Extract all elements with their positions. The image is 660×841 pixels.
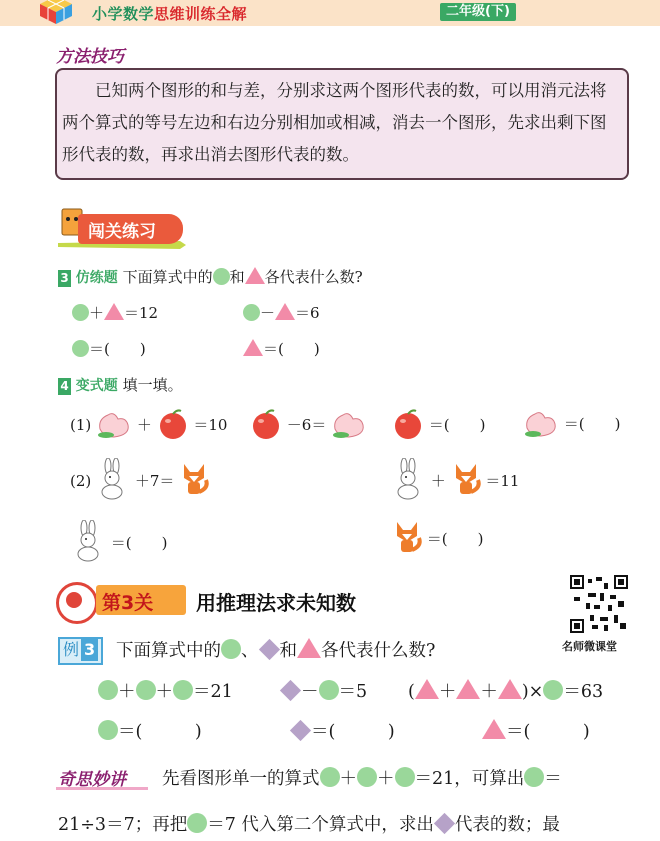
section-title: 用推理法求未知数 [196, 591, 356, 615]
triangle-shape [498, 679, 522, 699]
answer-blank[interactable]: ＝( ) [89, 340, 146, 358]
target-center [66, 592, 82, 608]
fox-icon [392, 520, 422, 556]
peach-icon [331, 409, 367, 439]
answer-blank[interactable]: ＝( ) [428, 416, 486, 434]
ex-prompt-sep: 、 [241, 641, 259, 661]
example-word: 例 [63, 640, 80, 659]
example-badge [58, 637, 103, 665]
section-label: 第3关 [102, 592, 154, 614]
explain-label: 奇思妙讲 [58, 770, 126, 790]
triangle-shape [243, 339, 263, 356]
plus-sign: ＋ [89, 304, 105, 322]
diamond-shape [290, 720, 311, 741]
q4-p2-eq2 [392, 458, 519, 500]
q3-eq1 [72, 302, 158, 323]
diamond-shape [258, 639, 279, 660]
example-eq1 [98, 678, 233, 703]
plus-sign: ＋ [339, 769, 357, 789]
q3-ans-triangle[interactable] [243, 338, 320, 359]
q4-p2-eq1 [70, 458, 209, 500]
answer-blank[interactable]: ＝( ) [110, 534, 168, 552]
q4-prompt-text: 填一填。 [122, 376, 183, 394]
circle-shape [213, 268, 230, 285]
ex-eq1-rhs: ＝21 [193, 682, 233, 702]
q4-tag: 变式题 [75, 378, 118, 394]
circle-shape [136, 680, 156, 700]
triangle-shape [482, 719, 506, 739]
series-title-a: 小学数学 [92, 5, 155, 23]
q4-p1-eq1-rhs: ＝10 [193, 416, 228, 434]
q3-tag: 仿练题 [75, 270, 118, 286]
minus-sign: － [301, 682, 319, 702]
ex-prompt-a: 下面算式中的 [116, 641, 221, 661]
circle-shape [395, 767, 415, 787]
left-paren: ( [408, 682, 415, 702]
ex-prompt-c: 各代表什么数? [321, 641, 436, 661]
q3-eq1-rhs: ＝12 [124, 304, 159, 322]
times-sign: )× [521, 682, 544, 702]
q3-eq2 [243, 302, 320, 323]
plus-seven: ＋7＝ [134, 472, 175, 490]
q3-prompt [58, 266, 363, 287]
triangle-shape [245, 267, 265, 284]
method-title: 方法技巧 [56, 47, 124, 67]
answer-blank[interactable]: ＝( ) [311, 722, 395, 742]
circle-shape [187, 813, 207, 833]
example-eq3 [408, 678, 603, 703]
triangle-shape [456, 679, 480, 699]
plus-sign: ＋ [430, 472, 446, 490]
minus-sign: － [260, 304, 276, 322]
q4-p1-ans-peach[interactable] [523, 408, 621, 438]
example-number: 3 [81, 639, 98, 661]
q3-prompt-b: 和 [229, 268, 245, 286]
triangle-shape [415, 679, 439, 699]
example-ans-circle[interactable] [98, 718, 202, 743]
series-title-b: 思维训练全解 [154, 5, 248, 23]
circle-shape [173, 680, 193, 700]
minus-six: －6＝ [286, 416, 327, 434]
example-eq2 [280, 678, 367, 703]
qr-caption: 名师微课堂 [562, 640, 617, 653]
rabbit-icon [96, 458, 130, 500]
circle-shape [524, 767, 544, 787]
rabbit-icon [392, 458, 426, 500]
explain-line2-a: 21÷3＝7；再把 [58, 815, 188, 835]
plus-sign: ＋ [136, 416, 152, 434]
plus-sign: ＋ [155, 682, 173, 702]
circle-shape [320, 767, 340, 787]
example-ans-diamond[interactable] [290, 718, 395, 743]
answer-blank[interactable]: ＝( ) [426, 530, 484, 548]
q3-number: 3 [58, 270, 71, 287]
q4-prompt [58, 374, 183, 395]
method-body: 已知两个图形的和与差，分别求这两个图形代表的数，可以用消元法将两个算式的等号左边和右边分别相加或相减，消去一个图形，先求出剩下图形代表的数，再求出消去图形代表的数。 [62, 81, 607, 164]
peach-icon [96, 409, 132, 439]
answer-blank[interactable]: ＝( ) [506, 722, 590, 742]
rubiks-cube-icon [34, 0, 78, 24]
example-ans-triangle[interactable] [482, 718, 590, 743]
apple-icon [392, 408, 424, 440]
q3-eq2-rhs: ＝6 [295, 304, 320, 322]
diamond-shape [434, 813, 455, 834]
explain-line1-a: 先看图形单一的算式 [162, 769, 320, 789]
q4-p2-ans-fox[interactable] [392, 520, 484, 556]
qr-code-icon[interactable] [570, 575, 628, 633]
rabbit-icon [72, 520, 106, 562]
fox-icon [179, 462, 209, 498]
part-label: (2) [70, 472, 92, 490]
circle-shape [543, 680, 563, 700]
q4-p2-ans-rabbit[interactable] [72, 520, 168, 562]
series-title [92, 3, 247, 24]
diamond-shape [280, 680, 301, 701]
apple-icon [157, 408, 189, 440]
explain-line1-b: ＝21，可算出 [414, 769, 525, 789]
explain-line2-b: ＝7 代入第二个算式中，求出 [207, 815, 434, 835]
circle-shape [357, 767, 377, 787]
explain-line1 [162, 765, 562, 790]
triangle-shape [297, 638, 321, 658]
q3-ans-circle[interactable] [72, 338, 146, 359]
apple-icon [250, 408, 282, 440]
peach-icon [523, 408, 559, 438]
circle-shape [98, 720, 118, 740]
grade-badge: 二年级(下) [440, 3, 516, 21]
q4-p1-eq2 [250, 408, 367, 440]
practice-banner: 闯关练习 [88, 222, 156, 242]
q3-prompt-c: 各代表什么数? [264, 268, 363, 286]
circle-shape [243, 304, 260, 321]
example-prompt [116, 637, 435, 662]
explain-line2 [58, 811, 560, 836]
plus-sign: ＋ [377, 769, 395, 789]
triangle-shape [104, 303, 124, 320]
ex-eq3-rhs: ＝63 [563, 682, 604, 702]
q4-number: 4 [58, 378, 71, 395]
part-label: (1) [70, 416, 92, 434]
circle-shape [319, 680, 339, 700]
plus-sign: ＋ [480, 682, 498, 702]
circle-shape [72, 304, 89, 321]
ex-prompt-b: 和 [279, 641, 297, 661]
ex-eq2-rhs: ＝5 [338, 682, 368, 702]
answer-blank[interactable]: ＝( ) [263, 340, 320, 358]
answer-blank[interactable]: ＝( ) [563, 415, 621, 433]
fox-icon [451, 462, 481, 498]
circle-shape [72, 340, 89, 357]
circle-shape [221, 639, 241, 659]
q3-prompt-a: 下面算式中的 [122, 268, 213, 286]
q4-p1-ans-apple[interactable] [392, 408, 486, 440]
answer-blank[interactable]: ＝( ) [118, 722, 202, 742]
explain-line1-c: ＝ [544, 769, 562, 789]
triangle-shape [275, 303, 295, 320]
circle-shape [98, 680, 118, 700]
plus-sign: ＋ [118, 682, 136, 702]
q4-p2-eq2-rhs: ＝11 [485, 472, 520, 490]
explain-line2-c: 代表的数；最 [454, 815, 560, 835]
plus-sign: ＋ [438, 682, 457, 702]
q4-p1-eq1 [70, 408, 227, 440]
